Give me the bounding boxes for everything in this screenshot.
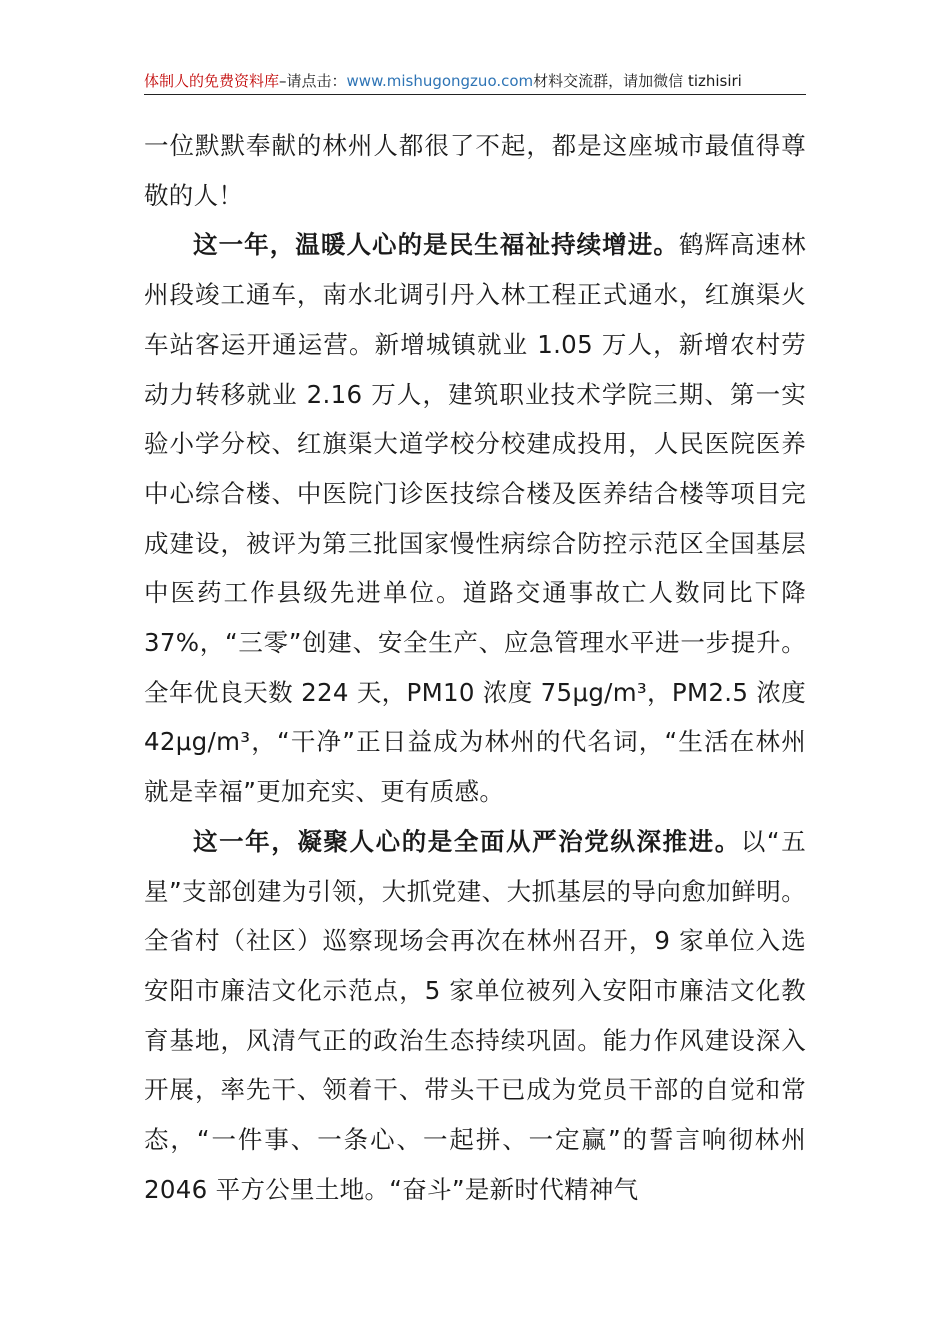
paragraph-lead: 这一年，凝聚人心的是全面从严治党纵深推进。 [193, 826, 741, 856]
header-contact: 材料交流群，请加微信 tizhisiri [533, 72, 742, 90]
paragraph-lead: 这一年，温暖人心的是民生福祉持续增进。 [193, 230, 679, 260]
paragraph-livelihood [144, 220, 806, 816]
page-header [144, 68, 806, 95]
header-brand: 体制人的免费资料库 [144, 72, 280, 90]
paragraph-text: 一位默默奉献的林州人都很了不起，都是这座城市最值得尊敬的人！ [144, 131, 806, 210]
header-url-link[interactable]: www.mishugongzuo.com [346, 72, 534, 90]
paragraph-continuation [144, 121, 806, 220]
paragraph-party-governance [144, 817, 806, 1215]
paragraph-text: 鹤辉高速林州段竣工通车，南水北调引丹入林工程正式通水，红旗渠火车站客运开通运营。新增城镇就业 1.05 万人，新增农村劳动力转移就业 2.16 万人，建筑职业技术学院三期、第一实验小学分校、红旗渠大道学校分校建成投用，人民医院医养中心综合楼、中医院门诊医技综合楼及医养结合楼等项目完成建设，被评为第三批国家慢性病综合防控示范区全国基层中医药工作县级先进单位。道路交通事故亡人数同比下降 37%，“三零”创建、安全生产、应急管理水平进一步提升。全年优良天数 224 天，PM10 浓度 75μg/m³，PM2.5 浓度 42μg/m³，“干净”正日益成为林州的代名词，“生活在林州就是幸福”更加充实、更有质感。 [144, 230, 807, 807]
document-body [144, 121, 806, 1214]
paragraph-text: 以“五星”支部创建为引领，大抓党建、大抓基层的导向愈加鲜明。全省村（社区）巡察现场会再次在林州召开，9 家单位入选安阳市廉洁文化示范点，5 家单位被列入安阳市廉洁文化教育基地，风清气正的政治生态持续巩固。能力作风建设深入开展，率先干、领着干、带头干已成为党员干部的自觉和常态，“一件事、一条心、一起拼、一定赢”的誓言响彻林州 2046 平方公里土地。“奋斗”是新时代精神气 [144, 826, 806, 1204]
header-prompt: –请点击： [279, 72, 347, 90]
